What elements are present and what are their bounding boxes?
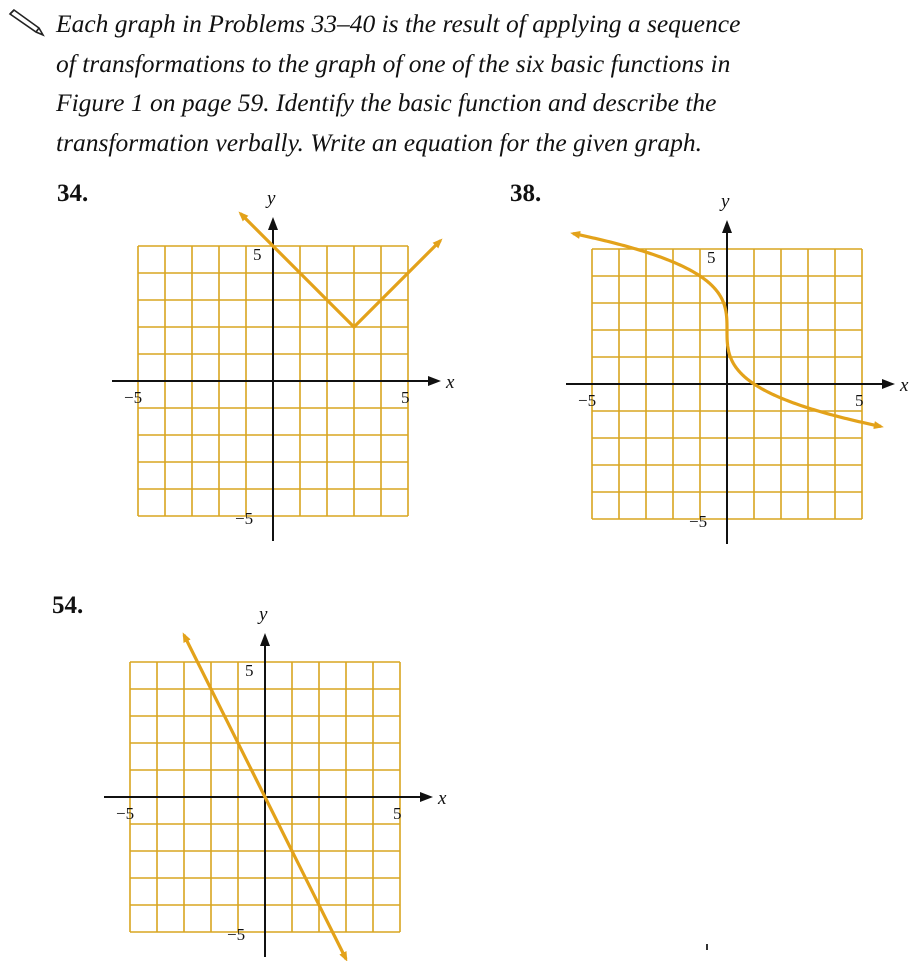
- tick-label-x-min: −5: [578, 391, 597, 410]
- instruction-line: of transformations to the graph of one of the six basic functions in: [56, 48, 731, 78]
- instruction-line: Each graph in Problems 33–40 is the result of applying a sequence: [56, 9, 741, 38]
- problem-number-38: 38.: [510, 180, 542, 207]
- x-axis-label: x: [438, 788, 447, 809]
- tick-label-x-max: 5: [393, 804, 402, 823]
- problem-number-34: 34.: [57, 180, 89, 207]
- y-axis-label: y: [721, 191, 730, 212]
- x-axis-label: x: [446, 372, 455, 393]
- tick-label-x-max: 5: [401, 388, 410, 407]
- tick-label-y-min: −5: [227, 925, 246, 944]
- tick-label-y-min: −5: [689, 512, 708, 531]
- problem-number-54: 54.: [52, 592, 84, 619]
- tick-label-x-min: −5: [124, 388, 143, 407]
- tick-label-y-max: 5: [245, 661, 254, 680]
- x-axis-label: x: [900, 375, 909, 396]
- y-axis-label: y: [267, 188, 276, 209]
- tick-label-y-max: 5: [253, 245, 262, 264]
- tick-label-y-min: −5: [235, 509, 254, 528]
- y-axis-label: y: [259, 604, 268, 625]
- instruction-line: transformation verbally. Write an equation for the given graph.: [56, 127, 702, 157]
- tick-label-x-max: 5: [855, 391, 864, 410]
- tick-label-x-min: −5: [116, 804, 135, 823]
- tick-label-y-max: 5: [707, 248, 716, 267]
- instruction-line: Figure 1 on page 59. Identify the basic function and describe the: [56, 88, 717, 117]
- stray-mark: [706, 944, 708, 950]
